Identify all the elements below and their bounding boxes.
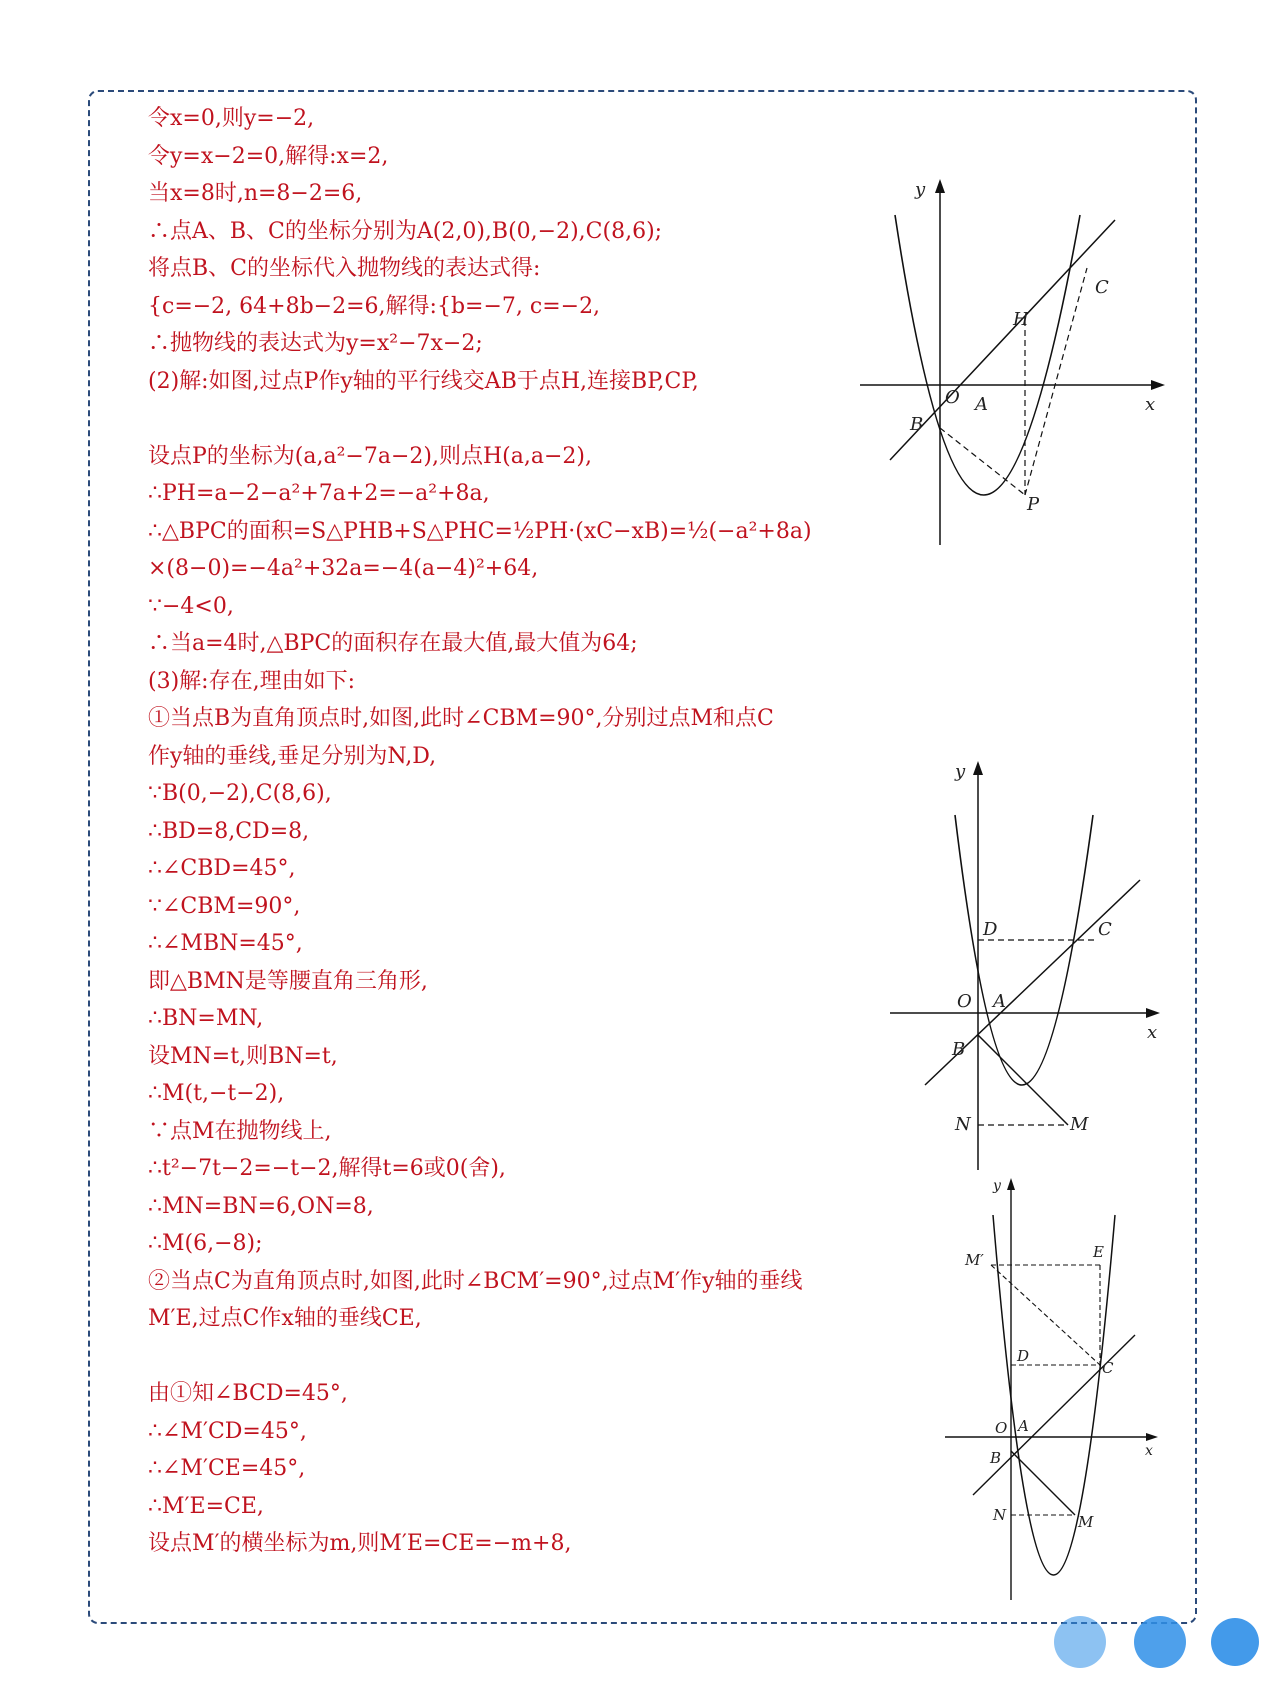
label-B: B bbox=[990, 1449, 1002, 1467]
solution-line: ∴BN=MN, bbox=[148, 1006, 264, 1031]
label-N: N bbox=[993, 1506, 1007, 1524]
blank-line bbox=[148, 400, 908, 438]
solution-line: {c=−2, 64+8b−2=6,解得:{b=−7, c=−2, bbox=[148, 293, 601, 319]
label-A: A bbox=[993, 991, 1006, 1012]
solution-line: 设点P的坐标为(a,a²−7a−2),则点H(a,a−2), bbox=[148, 443, 592, 469]
solution-line: ∴MN=BN=6,ON=8, bbox=[148, 1193, 374, 1219]
figure-right-angle-at-B bbox=[885, 755, 1185, 1175]
solution-line: ∵B(0,−2),C(8,6), bbox=[148, 781, 332, 806]
label-P: P bbox=[1027, 494, 1040, 515]
solution-line: 令y=x−2=0,解得:x=2, bbox=[148, 143, 389, 169]
label-D: D bbox=[1017, 1347, 1030, 1365]
solution-line: ②当点C为直角顶点时,如图,此时∠BCM′=90°,过点M′作y轴的垂线 bbox=[148, 1268, 803, 1294]
label-O: O bbox=[995, 1419, 1008, 1437]
label-C: C bbox=[1102, 1359, 1114, 1377]
solution-line: 设MN=t,则BN=t, bbox=[148, 1043, 338, 1069]
label-M: M bbox=[1078, 1513, 1094, 1531]
solution-line: ∴BD=8,CD=8, bbox=[148, 818, 310, 844]
blank-line bbox=[148, 1338, 908, 1376]
label-y: y bbox=[915, 179, 926, 200]
solution-line: 即△BMN是等腰直角三角形, bbox=[148, 968, 428, 994]
label-M-prime: M′ bbox=[965, 1251, 984, 1269]
solution-line: ∴当a=4时,△BPC的面积存在最大值,最大值为64; bbox=[148, 631, 638, 656]
label-C: C bbox=[1095, 277, 1109, 298]
label-x: x bbox=[1147, 1022, 1158, 1043]
figure-parabola-triangle bbox=[855, 175, 1175, 550]
label-C: C bbox=[1098, 919, 1112, 940]
label-y: y bbox=[993, 1178, 1001, 1194]
solution-line: ∴t²−7t−2=−t−2,解得t=6或0(舍), bbox=[148, 1156, 506, 1181]
solution-line: ∴M(6,−8); bbox=[148, 1231, 263, 1256]
solution-line: ∴PH=a−2−a²+7a+2=−a²+8a, bbox=[148, 481, 490, 506]
solution-line: ∴∠M′CD=45°, bbox=[148, 1418, 307, 1444]
solution-line: ∴M′E=CE, bbox=[148, 1493, 264, 1519]
bottom-toolbar bbox=[1030, 1610, 1260, 1674]
toolbar-bubble-icon[interactable] bbox=[1211, 1618, 1259, 1666]
solution-line: ∵∠CBM=90°, bbox=[148, 893, 301, 919]
solution-line: ∴∠CBD=45°, bbox=[148, 856, 296, 881]
solution-line: ∵−4<0, bbox=[148, 593, 234, 619]
figure-right-angle-at-C bbox=[935, 1175, 1170, 1605]
solution-line: ×(8−0)=−4a²+32a=−4(a−4)²+64, bbox=[148, 556, 539, 581]
label-x: x bbox=[1145, 1443, 1153, 1459]
solution-text bbox=[148, 100, 908, 1563]
label-A: A bbox=[1018, 1417, 1029, 1435]
label-B: B bbox=[910, 414, 924, 435]
label-E: E bbox=[1093, 1243, 1104, 1261]
solution-line: ∴点A、B、C的坐标分别为A(2,0),B(0,−2),C(8,6); bbox=[148, 218, 663, 244]
label-A: A bbox=[975, 394, 988, 415]
solution-line: ①当点B为直角顶点时,如图,此时∠CBM=90°,分别过点M和点C bbox=[148, 706, 774, 731]
solution-line: 作y轴的垂线,垂足分别为N,D, bbox=[148, 743, 437, 769]
solution-line: (3)解:存在,理由如下: bbox=[148, 668, 355, 694]
label-O: O bbox=[945, 387, 960, 408]
solution-line: 令x=0,则y=−2, bbox=[148, 106, 315, 131]
solution-line: ∴∠MBN=45°, bbox=[148, 931, 303, 956]
solution-line: ∴M(t,−t−2), bbox=[148, 1081, 285, 1106]
label-H: H bbox=[1013, 309, 1029, 330]
solution-line: 设点M′的横坐标为m,则M′E=CE=−m+8, bbox=[148, 1531, 572, 1556]
solution-line: 将点B、C的坐标代入抛物线的表达式得: bbox=[148, 256, 541, 281]
solution-line: 由①知∠BCD=45°, bbox=[148, 1381, 348, 1406]
solution-line: 当x=8时,n=8−2=6, bbox=[148, 181, 363, 206]
label-y: y bbox=[955, 761, 966, 782]
solution-line: ∴△BPC的面积=S△PHB+S△PHC=½PH·(xC−xB)=½(−a²+8a) bbox=[148, 518, 812, 544]
label-N: N bbox=[955, 1114, 971, 1135]
label-D: D bbox=[983, 919, 998, 940]
solution-line: M′E,过点C作x轴的垂线CE, bbox=[148, 1306, 422, 1331]
label-B: B bbox=[952, 1039, 966, 1060]
solution-line: (2)解:如图,过点P作y轴的平行线交AB于点H,连接BP,CP, bbox=[148, 368, 699, 394]
label-M: M bbox=[1070, 1114, 1089, 1135]
label-O: O bbox=[957, 991, 972, 1012]
solution-line: ∵点M在抛物线上, bbox=[148, 1118, 332, 1144]
toolbar-bubble-icon[interactable] bbox=[1134, 1616, 1186, 1668]
solution-line: ∴抛物线的表达式为y=x²−7x−2; bbox=[148, 331, 483, 356]
toolbar-bubble-icon[interactable] bbox=[1054, 1616, 1106, 1668]
label-x: x bbox=[1145, 394, 1156, 415]
solution-line: ∴∠M′CE=45°, bbox=[148, 1456, 306, 1481]
